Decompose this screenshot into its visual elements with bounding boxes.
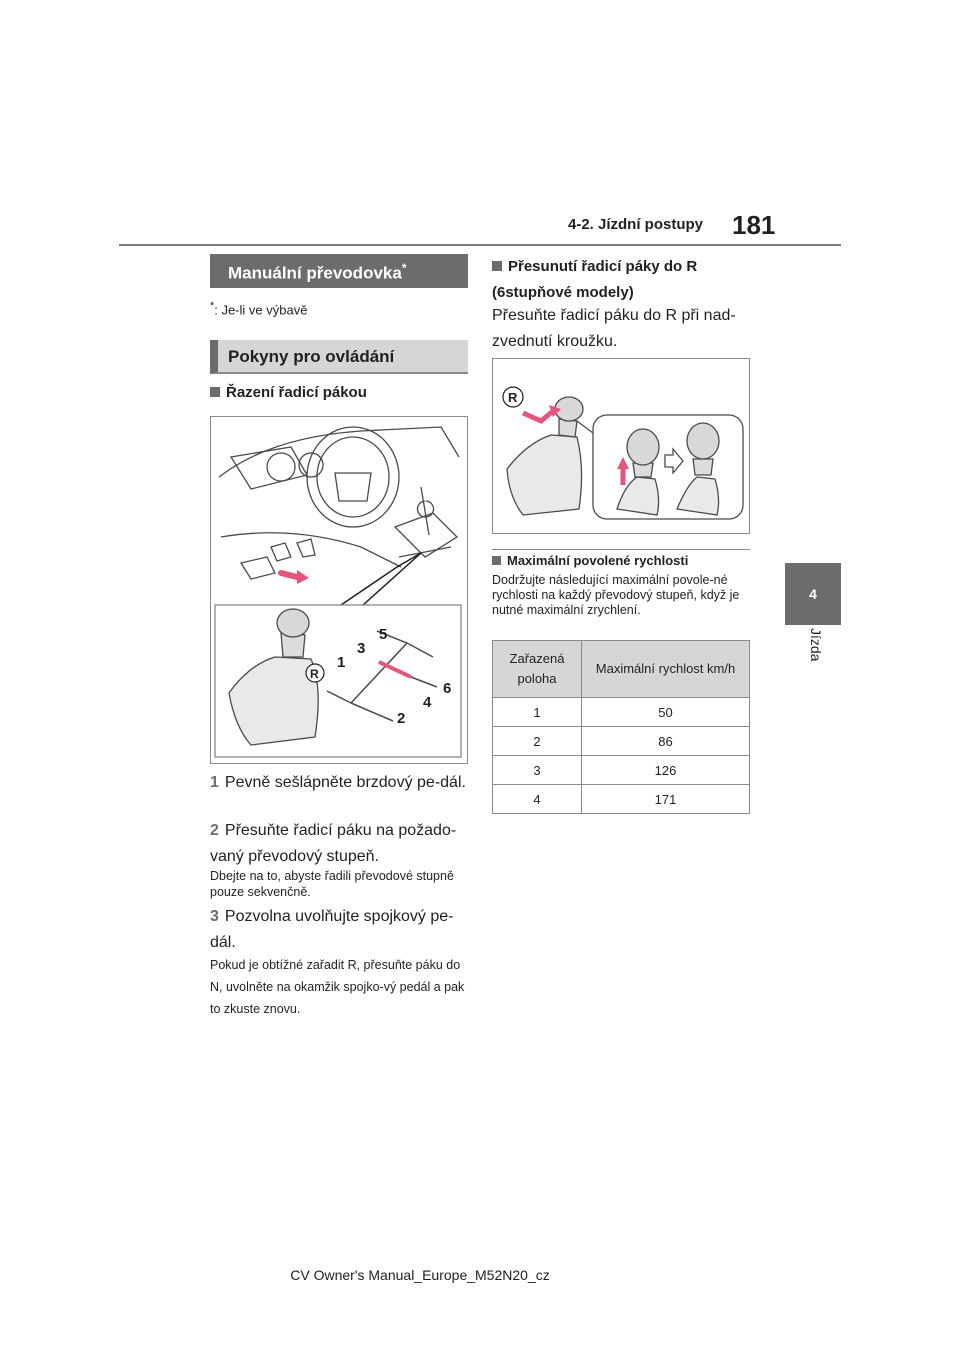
reverse-instructions: Přesuňte řadicí páku do R při nad-zvednutí kroužku. bbox=[492, 307, 736, 350]
step-2 bbox=[210, 818, 470, 870]
table-cell-gear: 3 bbox=[493, 756, 582, 785]
footnote-text: : Je-li ve výbavě bbox=[214, 302, 308, 318]
step-text: Pevně sešlápněte brzdový pe-dál. bbox=[224, 774, 466, 791]
subheading-max-speeds bbox=[492, 553, 688, 568]
page-footer bbox=[0, 1267, 960, 1283]
heading-text: Manuální převodovka bbox=[228, 263, 402, 283]
step-3 bbox=[210, 904, 470, 956]
header-divider bbox=[119, 244, 841, 246]
table-header-row bbox=[493, 641, 750, 698]
table-cell-speed: 86 bbox=[582, 727, 750, 756]
page-number: 181 bbox=[732, 210, 776, 240]
table-cell-speed: 126 bbox=[582, 756, 750, 785]
footnote-asterisk: * bbox=[210, 300, 215, 312]
subheading-shifting-text: Řazení řadicí pákou bbox=[226, 384, 367, 401]
table-row bbox=[493, 756, 750, 785]
table-cell-speed: 171 bbox=[582, 785, 750, 814]
step-number: 2 bbox=[210, 822, 219, 839]
reverse-gear-illustration bbox=[493, 359, 749, 533]
gear-label-3: 3 bbox=[357, 640, 366, 657]
gear-label-4: 4 bbox=[423, 694, 432, 711]
table-cell-gear: 4 bbox=[493, 785, 582, 814]
footnote bbox=[210, 300, 307, 317]
chapter-tab-label: Jízda bbox=[808, 628, 824, 662]
table-row bbox=[493, 785, 750, 814]
gear-label-1: 1 bbox=[337, 654, 346, 671]
subheading-max-speeds-text: Maximální povolené rychlosti bbox=[507, 553, 689, 568]
note-reverse-difficulty: Pokud je obtížné zařadit R, přesuňte páku do N, uvolněte na okamžik spojko-vý pedál a pak to zkuste znovu. bbox=[210, 958, 465, 1016]
square-bullet-icon bbox=[210, 387, 220, 397]
gear-shift-illustration bbox=[211, 417, 467, 763]
section-title: 4-2. Jízdní postupy bbox=[568, 216, 704, 233]
gear-label-r: R bbox=[310, 667, 319, 681]
table-row bbox=[493, 727, 750, 756]
table-cell-gear: 2 bbox=[493, 727, 582, 756]
max-speed-table bbox=[492, 640, 750, 814]
table-row bbox=[493, 698, 750, 727]
step-number: 1 bbox=[210, 774, 219, 791]
figure-gear-shift bbox=[210, 416, 468, 764]
gear-label-6: 6 bbox=[443, 680, 452, 697]
gear-label-5: 5 bbox=[379, 626, 388, 643]
gear-label-2: 2 bbox=[397, 710, 406, 727]
step-1 bbox=[210, 770, 470, 796]
table-cell-speed: 50 bbox=[582, 698, 750, 727]
chapter-tab-number: 4 bbox=[785, 563, 841, 625]
table-cell-gear: 1 bbox=[493, 698, 582, 727]
reverse-label: R bbox=[508, 390, 518, 405]
step-text: Pozvolna uvolňujte spojkový pe-dál. bbox=[210, 908, 454, 951]
footer-text: CV Owner's Manual_Europe_M52N20_cz bbox=[290, 1267, 550, 1283]
step-text: Přesuňte řadicí páku na požado-vaný převodový stupeň. bbox=[210, 822, 457, 865]
subheading-shifting bbox=[210, 384, 367, 401]
step-number: 3 bbox=[210, 908, 219, 925]
figure-reverse-gear bbox=[492, 358, 750, 534]
subheading-reverse bbox=[492, 254, 742, 306]
note-sequential-shifting: Dbejte na to, abyste řadili převodové stupně pouze sekvenčně. bbox=[210, 869, 454, 899]
square-bullet-icon bbox=[492, 261, 502, 271]
subsection-divider bbox=[492, 549, 750, 550]
heading-asterisk: * bbox=[401, 261, 407, 275]
section-heading-manual-transmission bbox=[210, 254, 468, 288]
section-heading-instructions: Pokyny pro ovládání bbox=[210, 340, 468, 374]
table-header-speed: Maximální rychlost km/h bbox=[582, 641, 750, 698]
square-bullet-icon bbox=[492, 556, 501, 565]
table-header-gear: Zařazená poloha bbox=[493, 641, 582, 698]
subheading-reverse-text: Přesunutí řadicí páky do R (6stupňové modely) bbox=[492, 258, 698, 301]
max-speeds-text: Dodržujte následující maximální povole-né rychlosti na každý převodový stupeň, když je nutné maximální zrychlení. bbox=[492, 573, 740, 617]
